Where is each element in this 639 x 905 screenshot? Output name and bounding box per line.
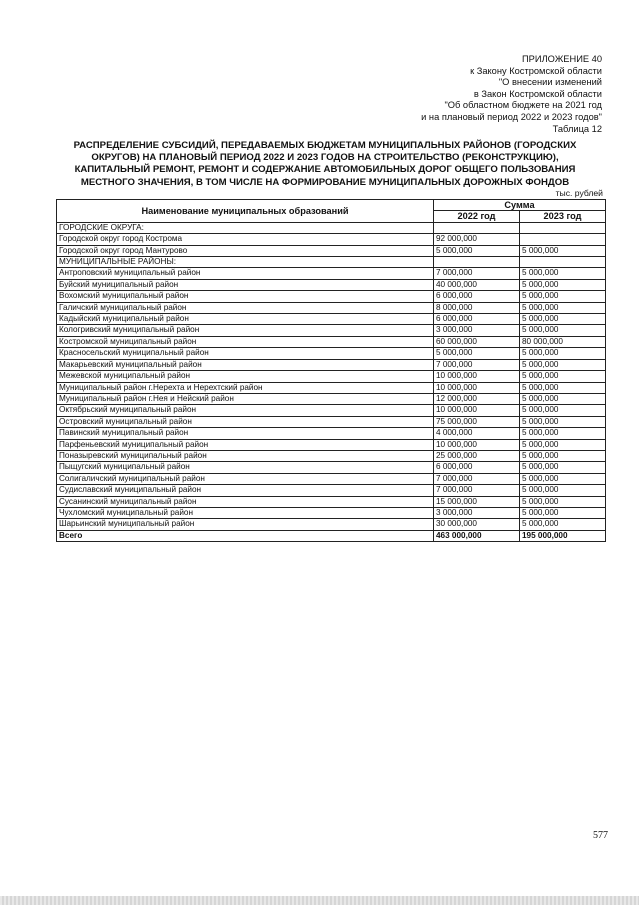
amount-2023-cell: 5 000,000 [520,359,606,370]
amount-2022-cell: 30 000,000 [434,519,520,530]
table-row [57,496,606,507]
table-row [57,507,606,518]
header-line: в Закон Костромской области [473,88,602,99]
table-number: Таблица 12 [552,123,602,134]
table-row [57,473,606,484]
table-row [57,450,606,461]
table-row [57,234,606,245]
name-column-header: Наименование муниципальных образований [57,200,434,223]
table-row [57,382,606,393]
amount-2023-cell: 5 000,000 [520,496,606,507]
total-2023-cell: 195 000,000 [520,530,606,541]
municipality-cell: Солигаличский муниципальный район [57,473,434,484]
amount-2023-cell: 5 000,000 [520,245,606,256]
municipality-cell: Шарьинский муниципальный район [57,519,434,530]
scan-edge [0,896,639,905]
table-row [57,416,606,427]
municipality-cell: Антроповский муниципальный район [57,268,434,279]
amount-2022-cell: 15 000,000 [434,496,520,507]
municipality-cell: Буйский муниципальный район [57,279,434,290]
appendix-header [421,54,602,135]
municipality-cell: МУНИЦИПАЛЬНЫЕ РАЙОНЫ: [57,257,434,268]
table-row [57,279,606,290]
amount-2023-cell [520,234,606,245]
amount-2022-cell: 6 000,000 [434,314,520,325]
municipality-cell: Костромской муниципальный район [57,336,434,347]
amount-2023-cell: 5 000,000 [520,405,606,416]
title-line: РАСПРЕДЕЛЕНИЕ СУБСИДИЙ, ПЕРЕДАВАЕМЫХ БЮДЖЕТАМ МУНИЦИПАЛЬНЫХ РАЙОНОВ (ГОРОДСКИХ [73,140,577,151]
municipality-cell: Городской округ город Мантурово [57,245,434,256]
header-line: "Об областном бюджете на 2021 год [444,100,602,111]
municipality-cell: Сусанинский муниципальный район [57,496,434,507]
amount-2022-cell: 5 000,000 [434,348,520,359]
sum-column-header: Сумма [434,200,606,211]
amount-2022-cell: 60 000,000 [434,336,520,347]
amount-2022-cell: 10 000,000 [434,382,520,393]
amount-2022-cell: 6 000,000 [434,462,520,473]
table-row [57,485,606,496]
municipality-cell: Муниципальный район г.Нея и Нейский район [57,393,434,404]
table-row [57,462,606,473]
amount-2023-cell: 5 000,000 [520,382,606,393]
total-row [57,530,606,541]
amount-2023-cell: 5 000,000 [520,473,606,484]
total-label-cell: Всего [57,530,434,541]
amount-2023-cell: 5 000,000 [520,519,606,530]
municipality-cell: Вохомский муниципальный район [57,291,434,302]
amount-2023-cell: 5 000,000 [520,416,606,427]
municipality-cell: Чухломский муниципальный район [57,507,434,518]
amount-2022-cell: 7 000,000 [434,268,520,279]
amount-2022-cell: 7 000,000 [434,359,520,370]
municipality-cell: ГОРОДСКИЕ ОКРУГА: [57,222,434,233]
amount-2022-cell: 7 000,000 [434,473,520,484]
subsidy-table [56,199,606,542]
amount-2023-cell: 5 000,000 [520,348,606,359]
amount-2022-cell: 10 000,000 [434,405,520,416]
municipality-cell: Галичский муниципальный район [57,302,434,313]
municipality-cell: Городской округ город Кострома [57,234,434,245]
municipality-cell: Межевской муниципальный район [57,371,434,382]
municipality-cell: Пыщугский муниципальный район [57,462,434,473]
municipality-cell: Поназыревский муниципальный район [57,450,434,461]
amount-2022-cell: 92 000,000 [434,234,520,245]
municipality-cell: Кадыйский муниципальный район [57,314,434,325]
table-row [57,393,606,404]
municipality-cell: Муниципальный район г.Нерехта и Нерехтский район [57,382,434,393]
municipality-cell: Павинский муниципальный район [57,428,434,439]
amount-2023-cell: 5 000,000 [520,325,606,336]
amount-2022-cell: 3 000,000 [434,325,520,336]
amount-2022-cell: 10 000,000 [434,439,520,450]
table-row [57,519,606,530]
table-row [57,348,606,359]
title-line: КАПИТАЛЬНЫЙ РЕМОНТ, РЕМОНТ И СОДЕРЖАНИЕ АВТОМОБИЛЬНЫХ ДОРОГ ОБЩЕГО ПОЛЬЗОВАНИЯ [74,164,576,176]
amount-2022-cell: 3 000,000 [434,507,520,518]
amount-2023-cell: 5 000,000 [520,428,606,439]
amount-2022-cell: 5 000,000 [434,245,520,256]
page-number: 577 [593,830,608,841]
amount-2023-cell: 5 000,000 [520,314,606,325]
table-row [57,314,606,325]
table-row [57,439,606,450]
table-row [57,245,606,256]
municipality-cell: Парфеньевский муниципальный район [57,439,434,450]
amount-2022-cell [434,257,520,268]
year-2022-header: 2022 год [434,211,520,222]
amount-2022-cell: 25 000,000 [434,450,520,461]
total-2022-cell: 463 000,000 [434,530,520,541]
table-row [57,222,606,233]
table-body [57,222,606,541]
amount-2022-cell: 6 000,000 [434,291,520,302]
amount-2023-cell: 80 000,000 [520,336,606,347]
amount-2022-cell: 8 000,000 [434,302,520,313]
amount-2023-cell: 5 000,000 [520,462,606,473]
amount-2023-cell: 5 000,000 [520,485,606,496]
amount-2022-cell [434,222,520,233]
table-row [57,268,606,279]
document-title [62,140,588,189]
table-row [57,359,606,370]
table-row [57,428,606,439]
amount-2022-cell: 7 000,000 [434,485,520,496]
year-2023-header: 2023 год [520,211,606,222]
amount-2023-cell: 5 000,000 [520,439,606,450]
amount-2023-cell [520,222,606,233]
amount-2022-cell: 12 000,000 [434,393,520,404]
amount-2023-cell [520,257,606,268]
municipality-cell: Кологривский муниципальный район [57,325,434,336]
table-row [57,336,606,347]
header-line: "О внесении изменений [498,77,602,88]
amount-2023-cell: 5 000,000 [520,393,606,404]
municipality-cell: Макарьевский муниципальный район [57,359,434,370]
units-label: тыс. рублей [555,188,603,198]
amount-2023-cell: 5 000,000 [520,268,606,279]
amount-2023-cell: 5 000,000 [520,507,606,518]
table-row [57,302,606,313]
amount-2023-cell: 5 000,000 [520,450,606,461]
table-row [57,291,606,302]
table-row [57,257,606,268]
table-row [57,325,606,336]
municipality-cell: Судиславский муниципальный район [57,485,434,496]
header-line: ПРИЛОЖЕНИЕ 40 [522,54,602,64]
amount-2022-cell: 40 000,000 [434,279,520,290]
municipality-cell: Красносельский муниципальный район [57,348,434,359]
title-line: МЕСТНОГО ЗНАЧЕНИЯ, В ТОМ ЧИСЛЕ НА ФОРМИРОВАНИЕ МУНИЦИПАЛЬНЫХ ДОРОЖНЫХ ФОНДОВ [80,176,570,188]
amount-2023-cell: 5 000,000 [520,371,606,382]
amount-2023-cell: 5 000,000 [520,279,606,290]
header-line: и на плановый период 2022 и 2023 годов" [421,111,602,122]
amount-2023-cell: 5 000,000 [520,291,606,302]
header-line: к Закону Костромской области [470,65,602,76]
municipality-cell: Октябрьский муниципальный район [57,405,434,416]
amount-2022-cell: 10 000,000 [434,371,520,382]
amount-2023-cell: 5 000,000 [520,302,606,313]
amount-2022-cell: 4 000,000 [434,428,520,439]
amount-2022-cell: 75 000,000 [434,416,520,427]
table-row [57,371,606,382]
municipality-cell: Островский муниципальный район [57,416,434,427]
title-line: ОКРУГОВ) НА ПЛАНОВЫЙ ПЕРИОД 2022 И 2023 ГОДОВ НА СТРОИТЕЛЬСТВО (РЕКОНСТРУКЦИЮ), [91,152,559,164]
table-row [57,405,606,416]
